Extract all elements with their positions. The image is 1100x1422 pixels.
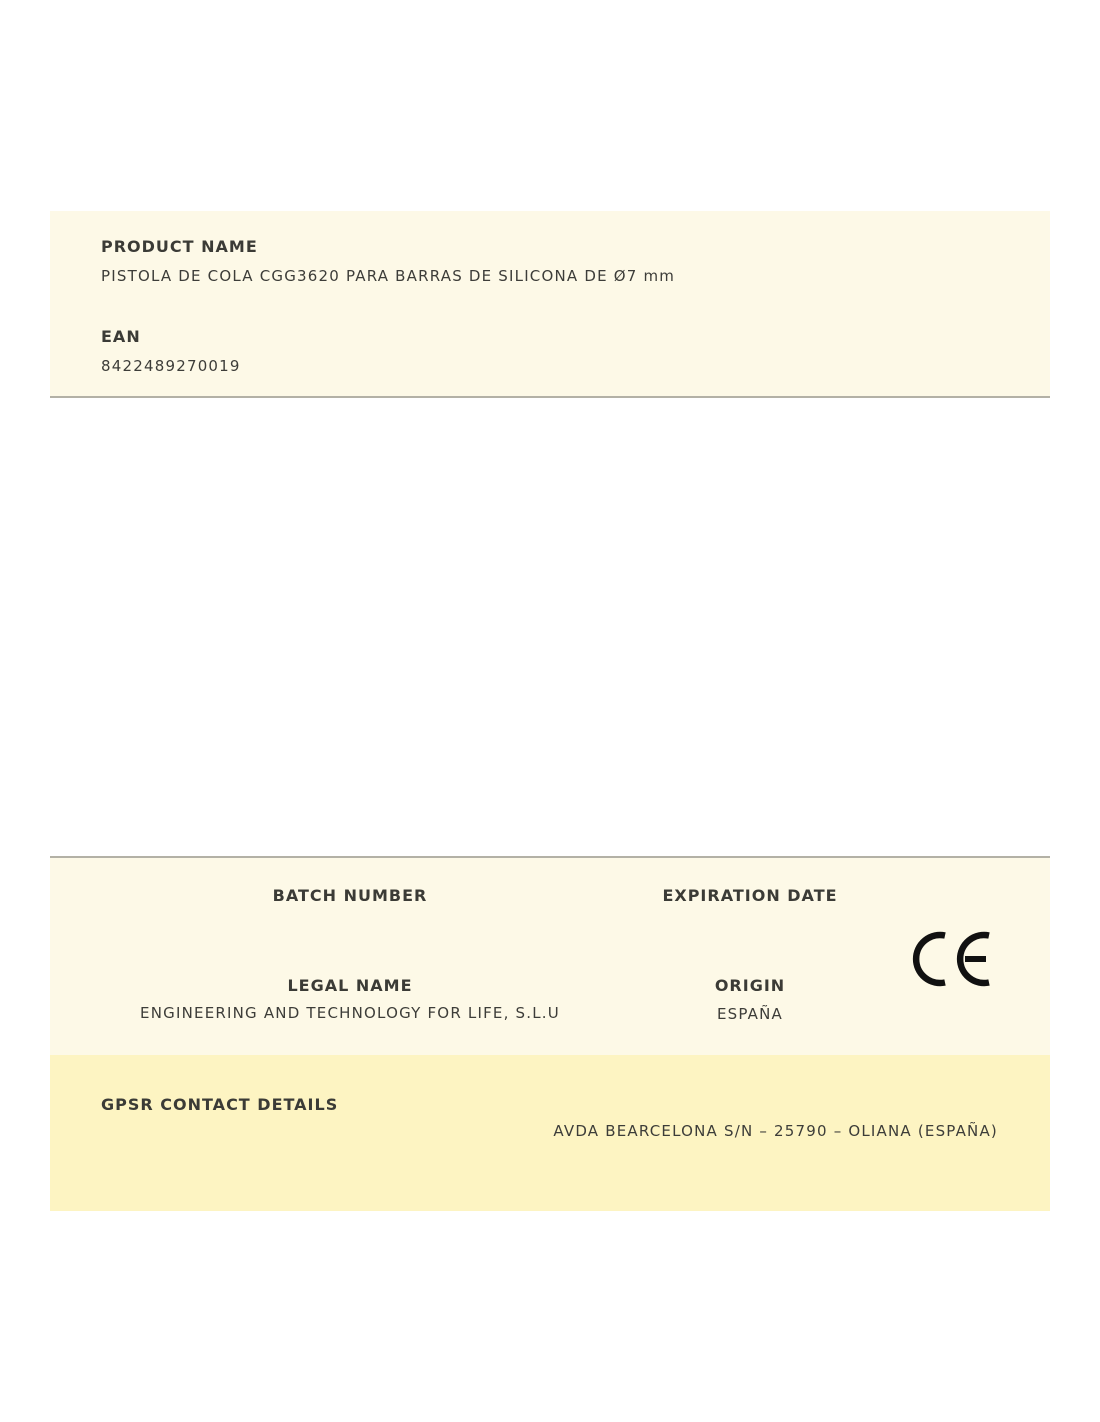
ce-mark-icon bbox=[907, 928, 993, 990]
expiration-date-label: EXPIRATION DATE bbox=[662, 886, 838, 905]
origin-cell bbox=[650, 976, 850, 1023]
ean-value: 8422489270019 bbox=[101, 357, 241, 375]
gpsr-panel bbox=[50, 1055, 1050, 1211]
details-panel bbox=[50, 856, 1050, 1057]
product-name-value: PISTOLA DE COLA CGG3620 PARA BARRAS DE SILICONA DE Ø7 mm bbox=[101, 267, 676, 285]
legal-name-value: ENGINEERING AND TECHNOLOGY FOR LIFE, S.L.U bbox=[140, 1004, 560, 1022]
legal-name-label: LEGAL NAME bbox=[287, 976, 413, 995]
expiration-date-cell bbox=[600, 886, 900, 905]
product-panel bbox=[50, 211, 1050, 398]
legal-name-cell bbox=[100, 976, 600, 1022]
origin-value: ESPAÑA bbox=[716, 1005, 784, 1023]
batch-number-label: BATCH NUMBER bbox=[272, 886, 428, 905]
gpsr-contact-address: AVDA BEARCELONA S/N – 25790 – OLIANA (ESPAÑA) bbox=[553, 1122, 998, 1140]
product-name-label: PRODUCT NAME bbox=[101, 237, 258, 256]
origin-label: ORIGIN bbox=[714, 976, 786, 995]
gpsr-contact-label: GPSR CONTACT DETAILS bbox=[101, 1095, 339, 1114]
ean-label: EAN bbox=[101, 327, 141, 346]
batch-number-cell bbox=[100, 886, 600, 905]
